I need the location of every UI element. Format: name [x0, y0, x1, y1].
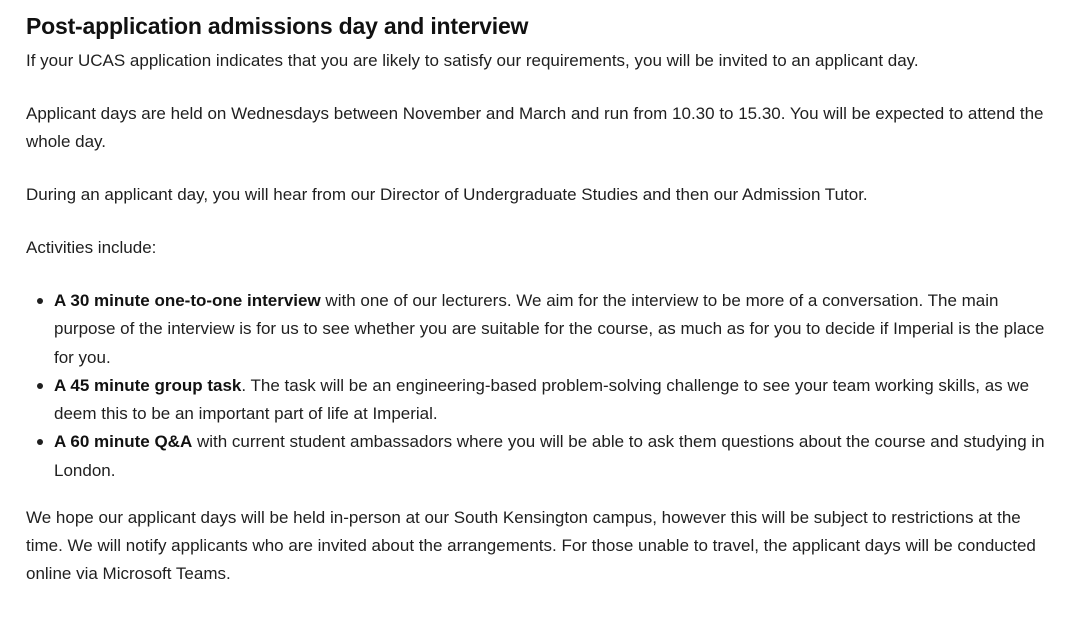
article-content	[26, 10, 1062, 588]
activity-description: with current student ambassadors where you will be able to ask them questions about the course and studying in London.	[54, 432, 1045, 480]
activity-title: A 45 minute group task	[54, 375, 242, 395]
bullet-icon	[37, 383, 43, 389]
activities-list	[26, 287, 1062, 485]
activity-description: . The task will be an engineering-based problem-solving challenge to see your team working skills, as we deem this to be an important part of life at Imperial.	[54, 375, 1030, 424]
schedule-paragraph: Applicant days are held on Wednesdays between November and March and run from 10.30 to 15.30. You will be expected to attend the whole day.	[26, 104, 1044, 151]
section-heading: Post-application admissions day and interview	[26, 13, 529, 39]
activity-title: A 60 minute Q&A	[54, 432, 193, 452]
bullet-icon	[37, 298, 43, 304]
intro-paragraph: If your UCAS application indicates that you are likely to satisfy our requirements, you will be invited to an applicant day.	[26, 51, 919, 70]
activity-description: with one of our lecturers. We aim for the interview to be more of a conversation. The main purpose of the interview is for us to see whether you are suitable for the course, as much as for you to decide if Imperial is the place for you.	[54, 291, 1045, 367]
bullet-icon	[37, 439, 43, 445]
activities-intro-paragraph: Activities include:	[26, 238, 157, 257]
speakers-paragraph: During an applicant day, you will hear from our Director of Undergraduate Studies and then our Admission Tutor.	[26, 185, 868, 204]
list-item-qa	[54, 428, 1062, 485]
closing-paragraph: We hope our applicant days will be held in-person at our South Kensington campus, however this will be subject to restrictions at the time. We will notify applicants who are invited about the arrangements. For those unable to travel, the applicant days will be conducted online via Microsoft Teams.	[26, 508, 1036, 584]
list-item-group-task	[54, 372, 1062, 429]
list-item-interview	[54, 287, 1062, 372]
activity-title: A 30 minute one-to-one interview	[54, 291, 321, 310]
